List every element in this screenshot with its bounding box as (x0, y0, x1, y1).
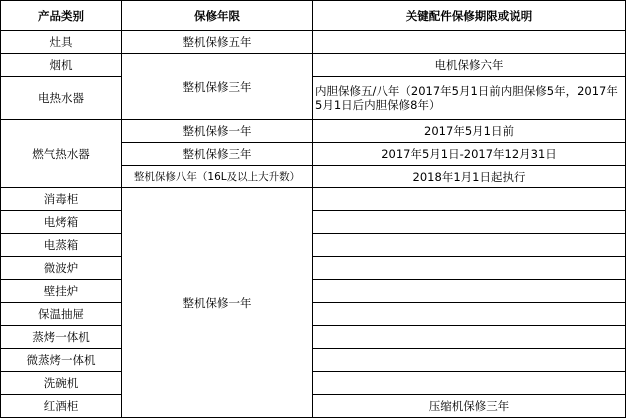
note-electric-water-heater: 内胆保修五/八年（2017年5月1日前内胆保修5年，2017年5月1日后内胆保修8年） (313, 77, 626, 120)
header-product-category: 产品类别 (1, 1, 122, 31)
warranty-hood-and-heater: 整机保修三年 (122, 54, 313, 120)
product-electric-water-heater: 电热水器 (1, 77, 122, 120)
table-row (1, 326, 626, 349)
table-row (1, 234, 626, 257)
note-electric-steamer (313, 234, 626, 257)
table-row (1, 395, 626, 418)
table-row (1, 188, 626, 211)
table-row (1, 120, 626, 143)
warranty-gas-2017: 整机保修三年 (122, 143, 313, 166)
warranty-stove: 整机保修五年 (122, 31, 313, 54)
table-row (1, 349, 626, 372)
note-gas-2017: 2017年5月1日-2017年12月31日 (313, 143, 626, 166)
product-dishwasher: 洗碗机 (1, 372, 122, 395)
header-key-parts-note: 关键配件保修期限或说明 (313, 1, 626, 31)
warranty-appliances: 整机保修一年 (122, 188, 313, 418)
table-row (1, 303, 626, 326)
product-electric-oven: 电烤箱 (1, 211, 122, 234)
table-row (1, 31, 626, 54)
product-micro-steam-oven-combo: 微蒸烤一体机 (1, 349, 122, 372)
note-microwave (313, 257, 626, 280)
note-micro-steam-oven-combo (313, 349, 626, 372)
product-range-hood: 烟机 (1, 54, 122, 77)
product-warming-drawer: 保温抽屉 (1, 303, 122, 326)
table-row (1, 280, 626, 303)
header-row (1, 1, 626, 31)
warranty-gas-before-2017: 整机保修一年 (122, 120, 313, 143)
note-range-hood: 电机保修六年 (313, 54, 626, 77)
product-microwave: 微波炉 (1, 257, 122, 280)
note-warming-drawer (313, 303, 626, 326)
note-electric-oven (313, 211, 626, 234)
product-wine-cabinet: 红酒柜 (1, 395, 122, 418)
note-wall-furnace (313, 280, 626, 303)
product-steam-oven-combo: 蒸烤一体机 (1, 326, 122, 349)
warranty-gas-2018: 整机保修八年（16L及以上大升数） (122, 166, 313, 188)
note-gas-2018: 2018年1月1日起执行 (313, 166, 626, 188)
product-gas-water-heater: 燃气热水器 (1, 120, 122, 188)
product-wall-furnace: 壁挂炉 (1, 280, 122, 303)
table-row (1, 211, 626, 234)
note-disinfection-cabinet (313, 188, 626, 211)
note-steam-oven-combo (313, 326, 626, 349)
table-row (1, 257, 626, 280)
table-row (1, 77, 626, 120)
table-row (1, 54, 626, 77)
header-warranty-period: 保修年限 (122, 1, 313, 31)
note-gas-before-2017: 2017年5月1日前 (313, 120, 626, 143)
product-disinfection-cabinet: 消毒柜 (1, 188, 122, 211)
note-dishwasher (313, 372, 626, 395)
product-electric-steamer: 电蒸箱 (1, 234, 122, 257)
table-row (1, 372, 626, 395)
note-stove (313, 31, 626, 54)
product-stove: 灶具 (1, 31, 122, 54)
note-wine-cabinet: 压缩机保修三年 (313, 395, 626, 418)
